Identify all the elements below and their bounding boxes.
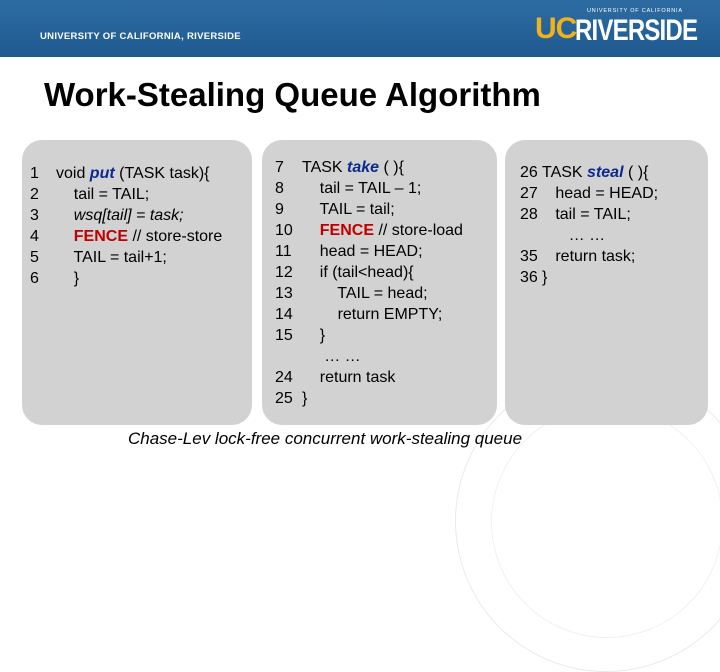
line-number: 12: [275, 264, 293, 281]
code-text: tail = TAIL;: [56, 186, 150, 203]
code-text: (TASK task){: [114, 165, 210, 182]
code-text: if (tail<head){: [302, 264, 414, 281]
take-line: [275, 346, 463, 367]
line-number: 3: [30, 207, 39, 224]
code-text: TAIL = tail+1;: [56, 249, 167, 266]
code-text: [56, 228, 74, 245]
code-text: head = HEAD;: [542, 185, 659, 202]
take-line: [275, 325, 463, 346]
code-text: // store-load: [374, 222, 463, 239]
code-text: head = HEAD;: [302, 243, 423, 260]
take-code: [275, 157, 463, 409]
line-number: 9: [275, 201, 284, 218]
university-name: UNIVERSITY OF CALIFORNIA, RIVERSIDE: [40, 31, 241, 42]
line-number: 7: [275, 159, 284, 176]
put-line: [30, 268, 222, 289]
code-text: [56, 207, 74, 224]
code-text: … …: [302, 348, 361, 365]
steal-line: [520, 225, 658, 246]
take-line: [275, 157, 463, 178]
fence-keyword: FENCE: [319, 222, 375, 239]
code-text: }: [542, 269, 548, 286]
take-line: [275, 241, 463, 262]
code-text: // store-store: [128, 228, 223, 245]
code-text: ( ){: [623, 164, 649, 181]
line-number: 8: [275, 180, 284, 197]
code-text-italic: wsq[tail] = task;: [73, 207, 184, 224]
code-text: }: [302, 327, 326, 344]
code-text: TASK: [542, 164, 588, 181]
steal-line: [520, 204, 658, 225]
put-line: [30, 184, 222, 205]
steal-line: [520, 162, 658, 183]
line-number: 6: [30, 270, 39, 287]
code-text: }: [302, 390, 308, 407]
line-number: 15: [275, 327, 293, 344]
code-text: }: [56, 270, 80, 287]
code-text: TASK: [302, 159, 348, 176]
logo-small-text: UNIVERSITY OF CALIFORNIA: [587, 8, 683, 14]
code-text: [302, 222, 320, 239]
take-line: [275, 388, 463, 409]
steal-line: [520, 183, 658, 204]
code-text: return EMPTY;: [302, 306, 443, 323]
function-name: steal: [587, 164, 624, 181]
put-line: [30, 163, 222, 184]
header-bar: [0, 0, 720, 57]
line-number: 25: [275, 390, 293, 407]
code-text: ( ){: [379, 159, 404, 176]
line-number: 2: [30, 186, 39, 203]
steal-line: [520, 267, 658, 288]
take-line: [275, 262, 463, 283]
fence-keyword: FENCE: [73, 228, 129, 245]
line-number: 1: [30, 165, 39, 182]
logo-uc: UC: [535, 12, 577, 45]
line-number: 5: [30, 249, 39, 266]
line-number: 24: [275, 369, 293, 386]
take-line: [275, 283, 463, 304]
line-number: 36: [520, 269, 538, 286]
function-name: take: [347, 159, 380, 176]
line-number: 27: [520, 185, 538, 202]
slide-title: Work-Stealing Queue Algorithm: [44, 76, 541, 113]
put-line: [30, 247, 222, 268]
take-line: [275, 178, 463, 199]
take-line: [275, 304, 463, 325]
steal-code: [520, 162, 658, 288]
code-text: return task;: [542, 248, 636, 265]
take-line: [275, 367, 463, 388]
take-line: [275, 199, 463, 220]
code-text: return task: [302, 369, 396, 386]
line-number: 14: [275, 306, 293, 323]
code-text: TAIL = head;: [302, 285, 428, 302]
code-text: TAIL = tail;: [302, 201, 395, 218]
line-number: 4: [30, 228, 39, 245]
steal-line: [520, 246, 658, 267]
line-number: 35: [520, 248, 538, 265]
line-number: 11: [275, 243, 292, 260]
code-text: void: [56, 165, 90, 182]
line-number: 28: [520, 206, 538, 223]
code-text: tail = TAIL – 1;: [302, 180, 422, 197]
code-text: tail = TAIL;: [542, 206, 631, 223]
take-line: [275, 220, 463, 241]
put-code: [30, 163, 222, 289]
code-text: … …: [542, 227, 606, 244]
logo-riverside: RIVERSIDE: [575, 14, 698, 47]
put-line: [30, 205, 222, 226]
line-number: 26: [520, 164, 538, 181]
slide-caption: Chase-Lev lock-free concurrent work-stealing queue: [128, 429, 523, 448]
line-number: 13: [275, 285, 293, 302]
line-number: 10: [275, 222, 293, 239]
ucr-logo: [535, 8, 698, 47]
function-name: put: [89, 165, 115, 182]
put-line: [30, 226, 222, 247]
